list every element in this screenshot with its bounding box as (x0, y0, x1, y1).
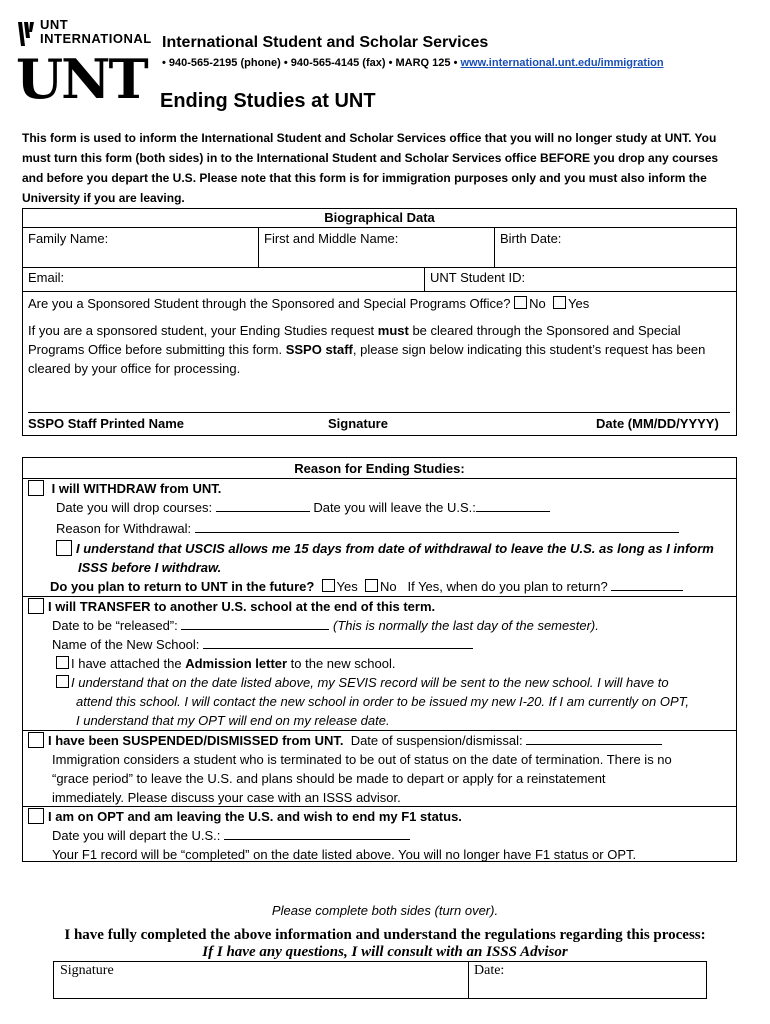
office-name: International Student and Scholar Services (162, 34, 489, 51)
sponsored-text-must: must (377, 323, 409, 338)
depart-date-label: Date you will depart the U.S.: (52, 828, 221, 843)
release-date-row (52, 616, 599, 635)
student-id-field[interactable]: UNT Student ID: (430, 270, 526, 285)
sspo-signature-line[interactable] (28, 412, 730, 413)
sponsored-instructions (28, 321, 728, 378)
sponsored-yes-label: Yes (568, 296, 590, 311)
return-when-input[interactable] (611, 578, 683, 591)
family-name-field[interactable]: Family Name: (28, 231, 109, 246)
divider (22, 227, 737, 228)
divider (22, 267, 737, 268)
suspended-text-3: immediately. Please discuss your case with an ISSS advisor. (52, 790, 401, 805)
student-date-field[interactable]: Date: (474, 963, 505, 978)
certification-statement: I have fully completed the above information and understand the regulations regarding this process: (64, 927, 706, 943)
sponsored-question-text: Are you a Sponsored Student through the Sponsored and Special Programs Office? (28, 296, 511, 311)
opt-checkbox[interactable] (28, 808, 44, 824)
admission-letter-bold: Admission letter (185, 656, 288, 671)
withdraw-option (28, 479, 221, 498)
withdraw-acknowledge-checkbox[interactable] (56, 540, 72, 556)
consult-statement: If I have any questions, I will consult with an ISSS Advisor (202, 944, 568, 960)
opt-option (28, 807, 462, 826)
depart-date-row (52, 826, 410, 845)
return-yes-label: Yes (336, 579, 358, 594)
release-date-label: Date to be “released”: (52, 618, 178, 633)
transfer-understand-text-3: I understand that my OPT will end on my release date. (76, 713, 390, 728)
divider (22, 291, 737, 292)
first-middle-name-field[interactable]: First and Middle Name: (264, 231, 399, 246)
biographical-data-heading: Biographical Data (324, 210, 435, 225)
transfer-acknowledge-checkbox[interactable] (56, 675, 69, 688)
sspo-date-label: Date (MM/DD/YYYY) (596, 416, 719, 431)
suspension-date-input[interactable] (526, 732, 662, 745)
withdraw-title: I will WITHDRAW from UNT. (51, 481, 222, 496)
suspended-title: I have been SUSPENDED/DISMISSED from UNT. (48, 733, 344, 748)
sponsored-text: If you are a sponsored student, your Ending Studies request (28, 323, 378, 338)
sponsored-question (28, 296, 589, 311)
email-field[interactable]: Email: (28, 270, 65, 285)
admission-letter-checkbox[interactable] (56, 656, 69, 669)
release-date-note: (This is normally the last day of the semester). (332, 618, 599, 633)
suspended-text-2: “grace period” to leave the U.S. and plans should be made to depart or apply for a reinstatement (52, 771, 606, 786)
new-school-label: Name of the New School: (52, 637, 200, 652)
return-no-label: No (380, 579, 397, 594)
opt-info: Your F1 record will be “completed” on the date listed above. You will no longer have F1 status or OPT. (52, 847, 637, 862)
signature-box (53, 961, 707, 999)
return-question-row (50, 577, 683, 596)
transfer-title: I will TRANSFER to another U.S. school at the end of this term. (48, 599, 436, 614)
sponsored-text: be cleared through the Sponsored and Special Programs Office before submitting this form. (28, 323, 681, 357)
suspension-date-label: Date of suspension/dismissal: (350, 733, 523, 748)
admission-letter-row (56, 654, 395, 673)
contact-info: • 940-565-2195 (phone) • 940-565-4145 (fax) • MARQ 125 • (162, 57, 458, 69)
student-signature-field[interactable]: Signature (60, 963, 114, 978)
reason-heading: Reason for Ending Studies: (294, 461, 465, 476)
transfer-understand-text: I understand that on the date listed above, my SEVIS record will be sent to the new school. I will have to (71, 675, 669, 690)
withdraw-acknowledgement (56, 539, 736, 577)
suspended-checkbox[interactable] (28, 732, 44, 748)
page-title: Ending Studies at UNT (160, 90, 376, 112)
unt-eagle-mark-icon (16, 20, 36, 48)
opt-title: I am on OPT and am leaving the U.S. and wish to end my F1 status. (48, 809, 462, 824)
admission-text: I have attached the (71, 656, 186, 671)
logo-unt-text: UNT (40, 17, 69, 32)
leave-date-input[interactable] (476, 499, 550, 512)
transfer-understand-text-2: attend this school. I will contact the new school in order to be issued my new I-20. If I am currently on OPT, (76, 694, 689, 709)
return-question: Do you plan to return to UNT in the future? (50, 579, 315, 594)
release-date-input[interactable] (181, 617, 329, 630)
return-when-label: If Yes, when do you plan to return? (407, 579, 608, 594)
transfer-option (28, 597, 435, 616)
return-no-checkbox[interactable] (365, 579, 378, 592)
sspo-printed-name-label: SSPO Staff Printed Name (28, 416, 185, 431)
sponsored-yes-checkbox[interactable] (553, 296, 566, 309)
depart-date-input[interactable] (224, 827, 410, 840)
sponsored-text: , please sign below indicating this student’s request has been cleared by your office for processing. (28, 342, 706, 376)
divider (258, 227, 259, 267)
withdraw-understand-text: I understand that USCIS allows me 15 days from date of withdrawal to leave the U.S. as long as I inform (76, 541, 714, 556)
divider (424, 267, 425, 291)
withdraw-dates (56, 498, 550, 517)
withdraw-reason-label: Reason for Withdrawal: (56, 521, 192, 536)
transfer-acknowledgement (56, 673, 736, 730)
sponsored-no-label: No (529, 296, 546, 311)
return-yes-checkbox[interactable] (322, 579, 335, 592)
withdraw-understand-text-2: ISSS before I withdraw. (78, 560, 222, 575)
drop-date-input[interactable] (216, 499, 310, 512)
contact-line (162, 57, 664, 69)
withdraw-reason-input[interactable] (195, 520, 679, 533)
withdraw-checkbox[interactable] (28, 480, 44, 496)
leave-date-label: Date you will leave the U.S.: (313, 500, 476, 515)
unt-wordmark-logo: UNT (16, 47, 147, 111)
intro-paragraph: This form is used to inform the International Student and Scholar Services office that you will no longer study at UNT. You must turn this form (both sides) in to the International Student and Scholar Services office BEFORE you drop any courses and before you depart the U.S. Please note that this form is for immigration purposes only and you must also inform the University if you are leaving. (22, 131, 719, 205)
transfer-checkbox[interactable] (28, 598, 44, 614)
suspended-info (52, 750, 736, 807)
new-school-row (52, 635, 473, 654)
immigration-website-link[interactable]: www.international.unt.edu/immigration (460, 57, 664, 69)
drop-date-label: Date you will drop courses: (56, 500, 213, 515)
suspended-text-1: Immigration considers a student who is terminated to be out of status on the date of termination. There is no (52, 752, 672, 767)
divider (494, 227, 495, 267)
suspended-option (28, 731, 662, 750)
sspo-signature-label: Signature (328, 416, 388, 431)
new-school-input[interactable] (203, 636, 473, 649)
birth-date-field[interactable]: Birth Date: (500, 231, 562, 246)
logo-international-text: INTERNATIONAL (40, 31, 152, 46)
divider (468, 961, 469, 999)
withdraw-reason-row (56, 519, 679, 538)
admission-text-2: to the new school. (287, 656, 396, 671)
sponsored-text-staff: SSPO staff (285, 342, 353, 357)
turn-over-note: Please complete both sides (turn over). (271, 903, 499, 918)
sponsored-no-checkbox[interactable] (514, 296, 527, 309)
